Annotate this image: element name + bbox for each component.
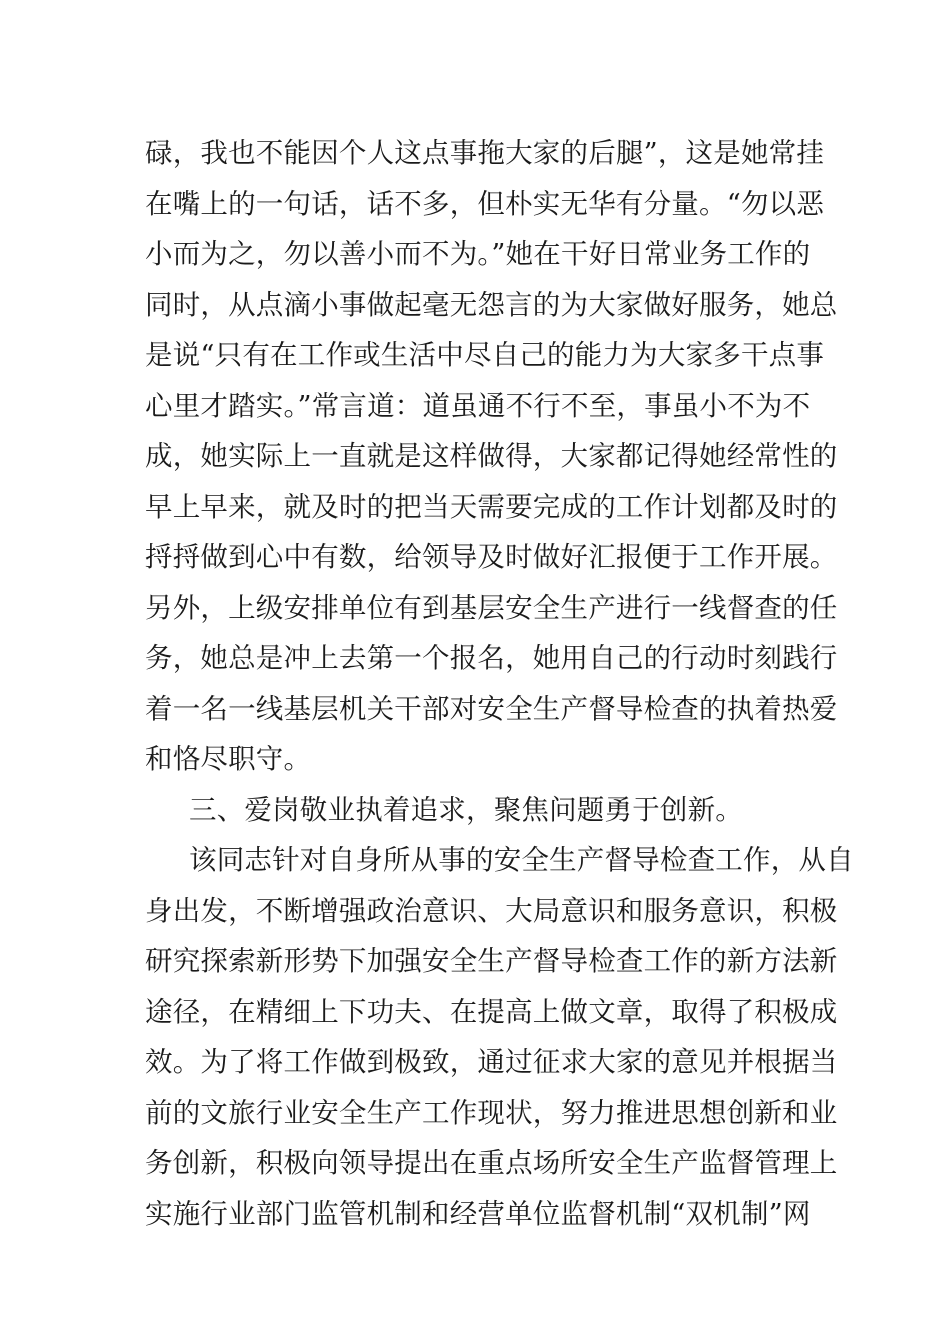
text-line: 成，她实际上一直就是这样做得，大家都记得她经常性的 xyxy=(145,440,838,472)
text-line: 在嘴上的一句话，话不多，但朴实无华有分量。“勿以恶 xyxy=(145,187,825,220)
section-heading: 三、爱岗敬业执着追求，聚焦问题勇于创新。 xyxy=(189,793,743,826)
text-line: 实施行业部门监管机制和经营单位监督机制“双机制”网 xyxy=(145,1197,811,1230)
text-line: 研究探索新形势下加强安全生产督导检查工作的新方法新 xyxy=(145,945,838,977)
text-line: 同时，从点滴小事做起毫无怨言的为大家做好服务，她总 xyxy=(145,288,838,321)
text-line: 和恪尽职守。 xyxy=(145,743,312,775)
text-line: 小而为之，勿以善小而不为。”她在干好日常业务工作的 xyxy=(145,238,811,270)
text-line: 另外，上级安排单位有到基层安全生产进行一线督查的任 xyxy=(145,591,838,624)
text-line: 身出发，不断增强政治意识、大局意识和服务意识，积极 xyxy=(145,894,838,927)
text-line: 该同志针对自身所从事的安全生产督导检查工作，从自 xyxy=(189,844,854,876)
text-line: 着一名一线基层机关干部对安全生产督导检查的执着热爱 xyxy=(145,692,838,725)
text-line: 碌，我也不能因个人这点事拖大家的后腿”，这是她常挂 xyxy=(145,137,825,169)
text-line: 心里才踏实。”常言道：道虽通不行不至，事虽小不为不 xyxy=(145,389,811,422)
text-line: 是说“只有在工作或生活中尽自己的能力为大家多干点事 xyxy=(145,339,825,371)
text-line: 早上早来，就及时的把当天需要完成的工作计划都及时的 xyxy=(145,490,838,523)
text-line: 捋捋做到心中有数，给领导及时做好汇报便于工作开展。 xyxy=(145,541,838,573)
text-line: 务，她总是冲上去第一个报名，她用自己的行动时刻践行 xyxy=(145,642,838,674)
text-line: 务创新，积极向领导提出在重点场所安全生产监督管理上 xyxy=(145,1147,838,1179)
body-text xyxy=(145,128,854,1239)
text-line: 途径，在精细上下功夫、在提高上做文章，取得了积极成 xyxy=(145,995,838,1028)
text-line: 效。为了将工作做到极致，通过征求大家的意见并根据当 xyxy=(145,1046,838,1078)
text-line: 前的文旅行业安全生产工作现状，努力推进思想创新和业 xyxy=(145,1096,838,1129)
